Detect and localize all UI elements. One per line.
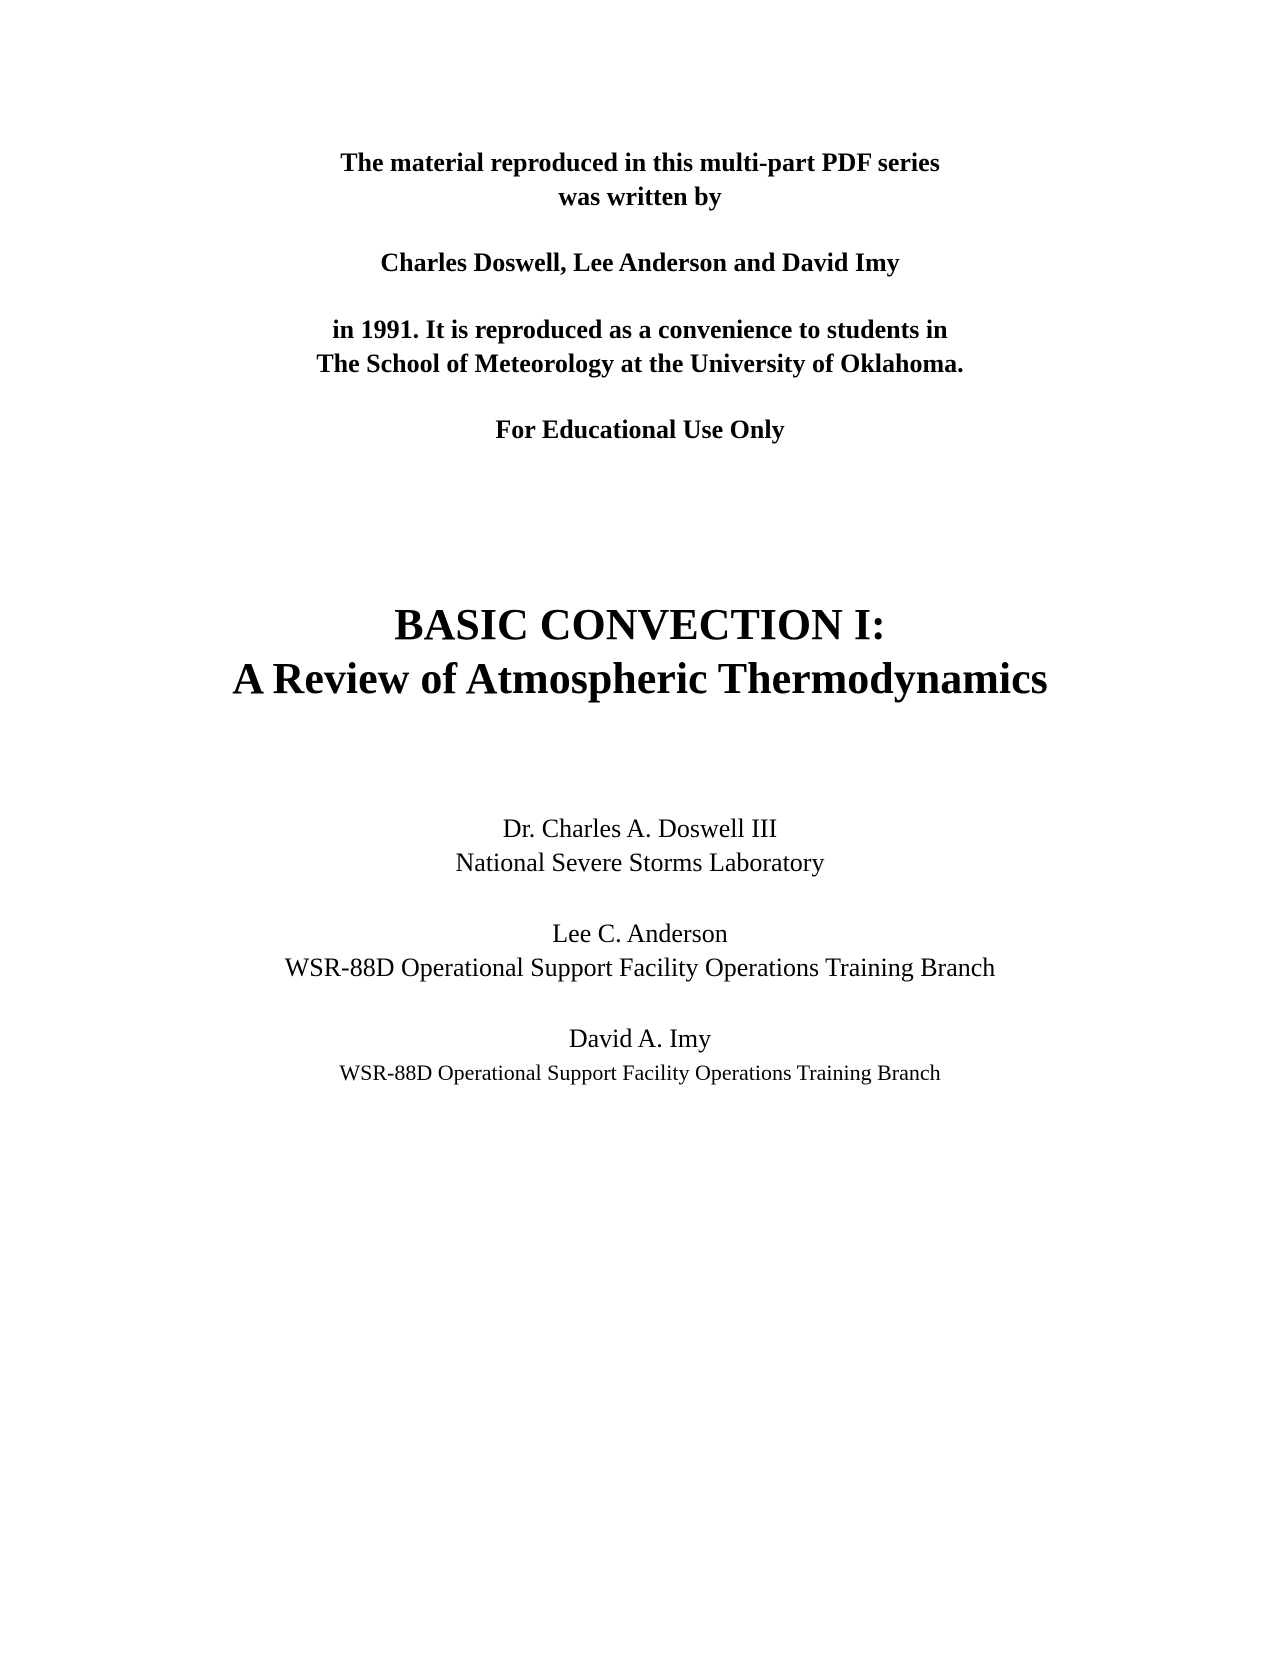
notice-line-4: The School of Meteorology at the University of Oklahoma. <box>316 349 964 378</box>
author-name: Lee C. Anderson <box>552 919 728 948</box>
notice-line-1: The material reproduced in this multi-part PDF series <box>340 148 940 177</box>
author-affiliation: National Severe Storms Laboratory <box>455 848 825 877</box>
notice-authors: Charles Doswell, Lee Anderson and David Imy <box>380 248 900 277</box>
notice-line-2: was written by <box>558 182 722 211</box>
author-affiliation: WSR-88D Operational Support Facility Operations Training Branch <box>284 953 996 982</box>
author-affiliation: WSR-88D Operational Support Facility Operations Training Branch <box>339 1060 941 1085</box>
educational-use-notice: For Educational Use Only <box>495 415 785 444</box>
notice-line-3: in 1991. It is reproduced as a convenience to students in <box>332 315 948 344</box>
document-subtitle: A Review of Atmospheric Thermodynamics <box>232 654 1048 703</box>
author-name: Dr. Charles A. Doswell III <box>502 814 778 843</box>
author-name: David A. Imy <box>568 1024 712 1053</box>
document-title: BASIC CONVECTION I: <box>394 600 886 649</box>
